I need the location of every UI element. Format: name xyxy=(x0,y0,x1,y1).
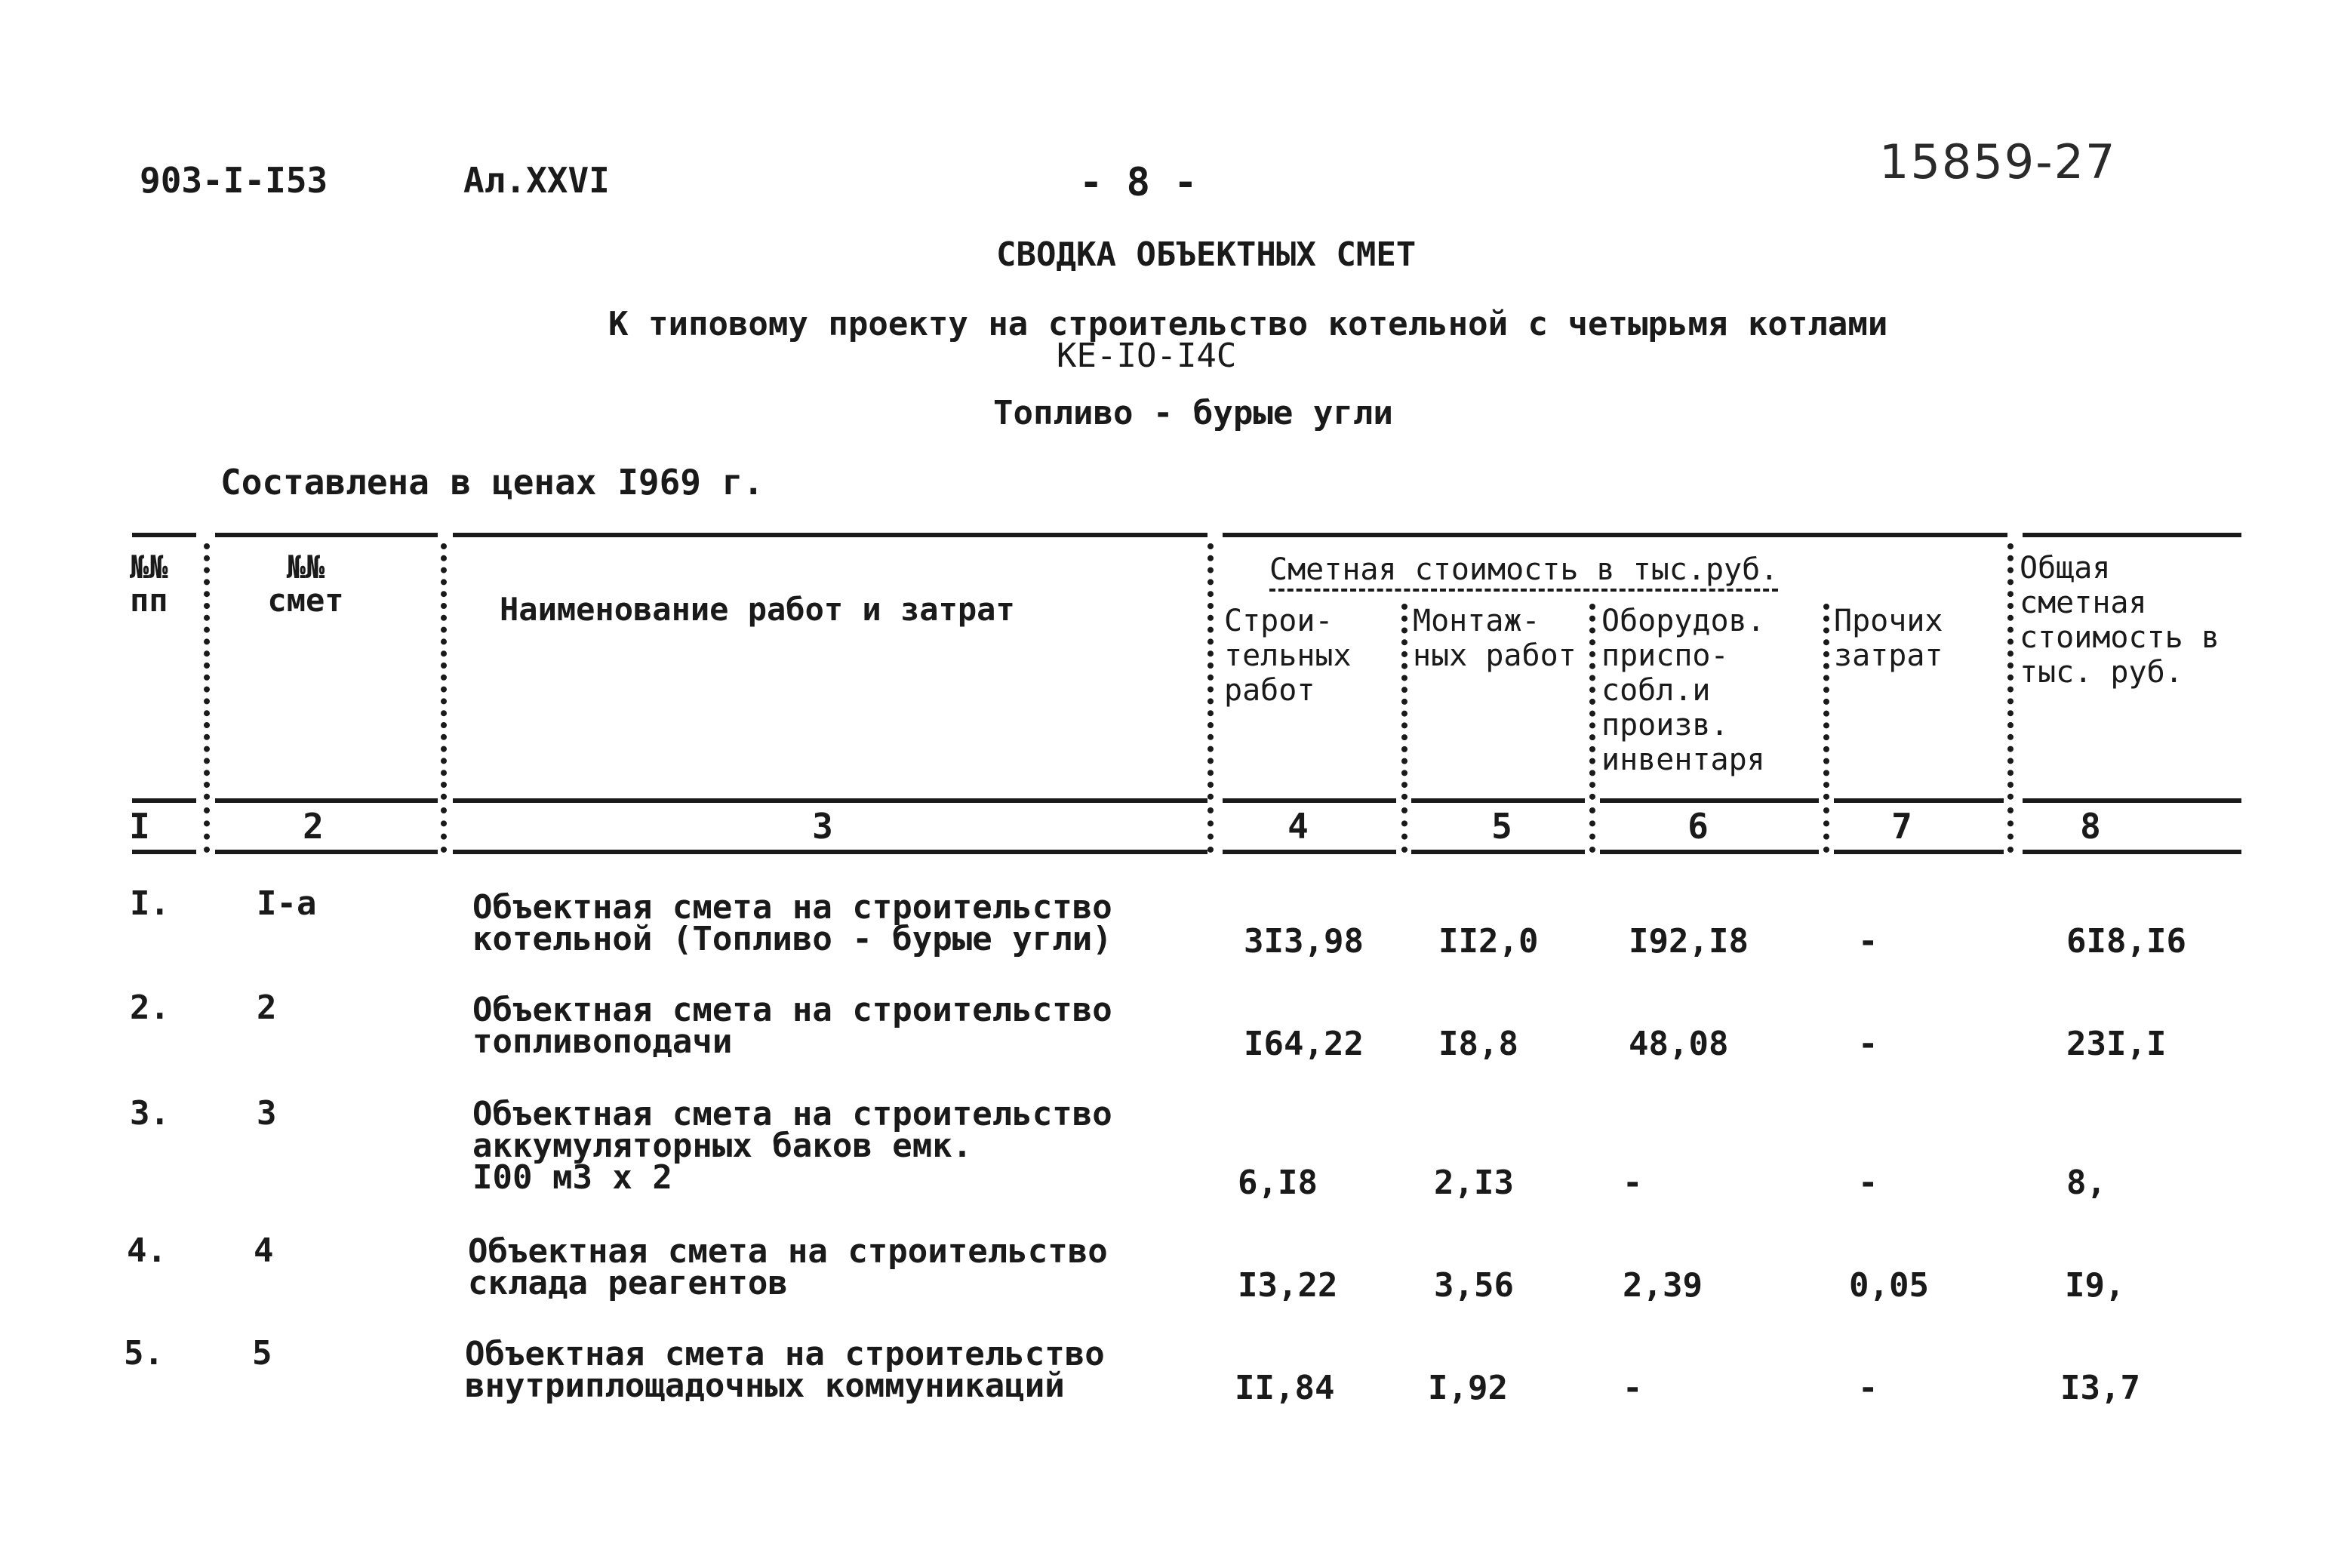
other-cost: - xyxy=(1858,1164,1878,1202)
column-number-4: 4 xyxy=(1287,806,1309,847)
row-number: 3. xyxy=(130,1094,170,1133)
column-separator xyxy=(1207,543,1214,800)
number-row-bottom-rule xyxy=(215,850,438,854)
other-cost: - xyxy=(1858,922,1878,961)
album-number: Ал.XXVI xyxy=(463,160,610,201)
column-number-6: 6 xyxy=(1687,806,1709,847)
header-row-number: №№ пп xyxy=(130,549,168,619)
header-bottom-rule xyxy=(453,798,1207,803)
header-cost-group: Сметная стоимость в тыс.руб. xyxy=(1269,552,1778,587)
header-other-costs: Прочих затрат xyxy=(1834,604,1943,673)
total-cost: 6I8,I6 xyxy=(2066,922,2186,961)
number-row-bottom-rule xyxy=(1223,850,1396,854)
estimate-number: 2 xyxy=(257,988,277,1027)
column-number-1: I xyxy=(129,806,150,847)
header-construction-works: Строи- тельных работ xyxy=(1224,604,1352,708)
equipment-cost: 2,39 xyxy=(1623,1266,1703,1305)
header-bottom-rule xyxy=(215,798,438,803)
document-code: 903-I-I53 xyxy=(140,160,328,201)
header-bottom-rule xyxy=(132,798,196,803)
construction-cost: I64,22 xyxy=(1244,1025,1364,1063)
work-name-line1: Объектная смета на строительство xyxy=(465,1335,1105,1373)
column-separator xyxy=(2007,543,2014,800)
estimate-number: 3 xyxy=(257,1094,277,1133)
row-number: 4. xyxy=(127,1231,167,1270)
column-separator xyxy=(1589,807,1595,853)
column-separator xyxy=(1401,604,1407,800)
header-bottom-rule xyxy=(1834,798,2004,803)
header-equipment: Оборудов. приспо- собл.и произв. инвентаря xyxy=(1601,604,1765,777)
estimate-number: 5 xyxy=(252,1334,272,1373)
column-separator xyxy=(1401,807,1407,853)
number-row-bottom-rule xyxy=(1411,850,1585,854)
work-name-line1: Объектная смета на строительство xyxy=(472,991,1112,1029)
header-bottom-rule xyxy=(1223,798,1396,803)
column-separator xyxy=(204,543,210,800)
installation-cost: I8,8 xyxy=(1438,1025,1518,1063)
project-title-line1: К типовому проекту на строительство котельной с четырьмя котлами xyxy=(608,305,1888,343)
table-top-rule-3 xyxy=(453,533,1207,537)
fuel-type-title: Топливо - бурые угли xyxy=(993,394,1393,432)
column-separator xyxy=(1823,807,1829,853)
handwritten-inventory-number: 15859-27 xyxy=(1879,134,2117,189)
column-separator xyxy=(1207,807,1214,853)
project-title-line2: КЕ-IO-I4C xyxy=(1057,337,1237,375)
work-name-line2: топливоподачи xyxy=(472,1022,733,1061)
row-number: 5. xyxy=(124,1334,164,1373)
work-name-line2: аккумуляторных баков емк. xyxy=(472,1127,973,1165)
installation-cost: I,92 xyxy=(1428,1369,1508,1407)
total-cost: I3,7 xyxy=(2060,1369,2140,1407)
number-row-bottom-rule xyxy=(2023,850,2241,854)
header-total-cost: Общая сметная стоимость в тыс. руб. xyxy=(2020,551,2220,690)
column-separator xyxy=(441,543,447,800)
header-work-name: Наименование работ и затрат xyxy=(500,591,1015,628)
page-number: - 8 - xyxy=(1079,160,1198,205)
other-cost: - xyxy=(1858,1025,1878,1063)
number-row-bottom-rule xyxy=(1600,850,1819,854)
number-row-bottom-rule xyxy=(453,850,1207,854)
column-number-2: 2 xyxy=(303,806,324,847)
work-name-line1: Объектная смета на строительство xyxy=(468,1232,1108,1271)
column-number-5: 5 xyxy=(1491,806,1512,847)
equipment-cost: I92,I8 xyxy=(1629,922,1749,961)
summary-title: СВОДКА ОБЪЕКТНЫХ СМЕТ xyxy=(996,235,1417,274)
column-separator xyxy=(1823,604,1829,800)
header-bottom-rule xyxy=(1411,798,1585,803)
construction-cost: 6,I8 xyxy=(1238,1164,1318,1202)
column-number-8: 8 xyxy=(2080,806,2101,847)
equipment-cost: - xyxy=(1623,1369,1643,1407)
number-row-bottom-rule xyxy=(132,850,196,854)
work-name-line2: склада реагентов xyxy=(468,1264,788,1302)
construction-cost: 3I3,98 xyxy=(1244,922,1364,961)
equipment-cost: 48,08 xyxy=(1629,1025,1729,1063)
work-name-line2: котельной (Топливо - бурые угли) xyxy=(472,920,1112,958)
table-top-rule-5 xyxy=(2023,533,2241,537)
column-separator xyxy=(204,807,210,853)
column-number-3: 3 xyxy=(812,806,833,847)
column-separator xyxy=(1589,604,1595,800)
construction-cost: I3,22 xyxy=(1238,1266,1338,1305)
work-name-line2: внутриплощадочных коммуникаций xyxy=(465,1367,1065,1405)
table-top-rule-1 xyxy=(132,533,196,537)
row-number: 2. xyxy=(130,988,170,1027)
work-name-line1: Объектная смета на строительство xyxy=(472,888,1112,927)
estimate-number: I-а xyxy=(257,884,317,923)
column-number-7: 7 xyxy=(1891,806,1912,847)
header-bottom-rule xyxy=(2023,798,2241,803)
header-bottom-rule xyxy=(1600,798,1819,803)
number-row-bottom-rule xyxy=(1834,850,2004,854)
table-top-rule-4 xyxy=(1223,533,2007,537)
installation-cost: 2,I3 xyxy=(1434,1164,1514,1202)
table-top-rule-2 xyxy=(215,533,438,537)
construction-cost: II,84 xyxy=(1235,1369,1335,1407)
total-cost: 23I,I xyxy=(2066,1025,2167,1063)
total-cost: 8, xyxy=(2066,1164,2106,1202)
installation-cost: II2,0 xyxy=(1438,922,1539,961)
other-cost: - xyxy=(1858,1369,1878,1407)
column-separator xyxy=(441,807,447,853)
other-cost: 0,05 xyxy=(1849,1266,1929,1305)
equipment-cost: - xyxy=(1623,1164,1643,1202)
work-name-line1: Объектная смета на строительство xyxy=(472,1095,1112,1133)
header-installation-works: Монтаж- ных работ xyxy=(1413,604,1577,673)
column-separator xyxy=(2007,807,2014,853)
installation-cost: 3,56 xyxy=(1434,1266,1514,1305)
header-estimate-number: №№ смет xyxy=(267,549,344,619)
estimate-number: 4 xyxy=(254,1231,274,1270)
total-cost: I9, xyxy=(2065,1266,2125,1305)
work-name-line3: I00 м3 х 2 xyxy=(472,1158,672,1197)
row-number: I. xyxy=(130,884,170,923)
prices-note: Составлена в ценах I969 г. xyxy=(220,462,764,503)
